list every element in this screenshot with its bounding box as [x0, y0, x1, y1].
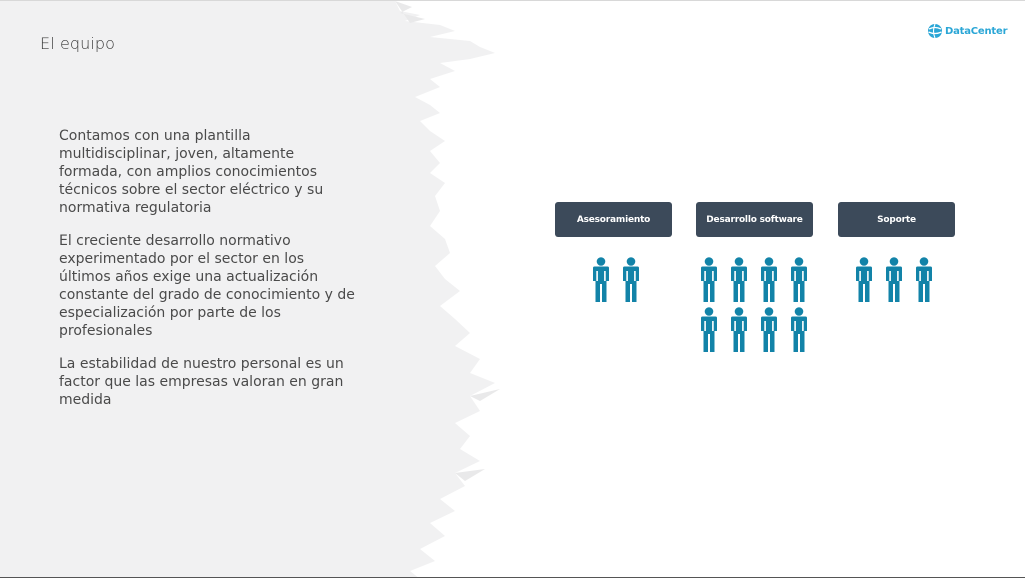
datacenter-logo [927, 23, 1007, 39]
slide-title: El equipo [40, 34, 116, 53]
person-icon [884, 257, 904, 303]
person-icon [759, 257, 779, 303]
person-icon [729, 307, 749, 353]
logo-text: DataCenter [945, 25, 1008, 37]
person-icon [699, 257, 719, 303]
department-soporte: Soporte [838, 202, 955, 237]
person-icon [591, 257, 611, 303]
paragraph-stability: La estabilidad de nuestro personal es un factor que las empresas valoran en gran medida [59, 356, 344, 408]
department-asesoramiento: Asesoramiento [555, 202, 672, 237]
person-icon [789, 257, 809, 303]
person-icon [621, 257, 641, 303]
person-icon [854, 257, 874, 303]
paragraph-team: Contamos con una plantilla multidisciplinar, joven, altamente formada, con amplios conocimientos técnicos sobre el sector eléctrico y su normativa regulatoria [59, 128, 324, 216]
globe-icon [927, 23, 943, 39]
department-desarrollo-software: Desarrollo software [696, 202, 813, 237]
person-icon [914, 257, 934, 303]
paragraph-regulation: El creciente desarrollo normativo experimentado por el sector en los últimos años exige una actualización constante del grado de conocimiento y de especialización por parte de los profesionales [59, 233, 355, 339]
person-icon [729, 257, 749, 303]
person-icon [699, 307, 719, 353]
person-icon [759, 307, 779, 353]
person-icon [789, 307, 809, 353]
